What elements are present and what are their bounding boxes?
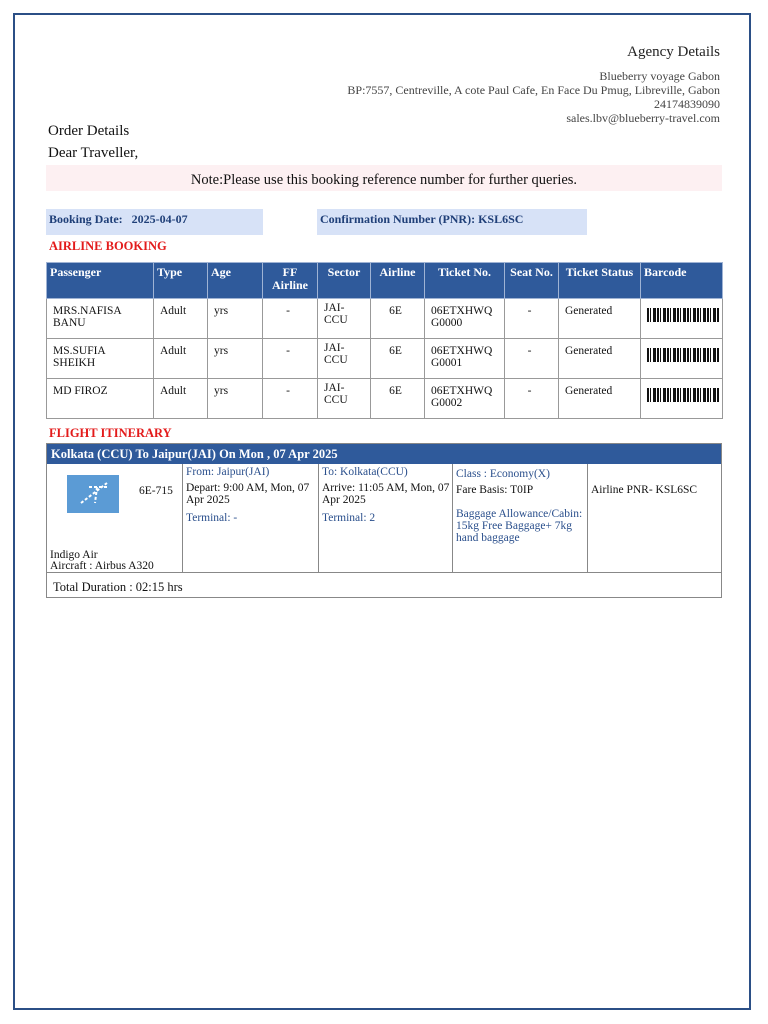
age-cell: yrs bbox=[208, 339, 263, 379]
col-airline: Airline bbox=[371, 263, 425, 299]
ff-cell: - bbox=[263, 379, 318, 419]
col-passenger: Passenger bbox=[47, 263, 154, 299]
class-label: Class : Economy(X) bbox=[456, 468, 550, 480]
flight-number: 6E-715 bbox=[139, 485, 173, 497]
aircraft-type: Aircraft : Airbus A320 bbox=[50, 560, 154, 572]
arrive-time: Arrive: 11:05 AM, Mon, 07 Apr 2025 bbox=[322, 482, 450, 506]
order-title: Order Details bbox=[48, 123, 130, 139]
booking-date-label: Booking Date: bbox=[49, 212, 123, 226]
col-ff-airline: FF Airline bbox=[263, 263, 318, 299]
col-seat-no: Seat No. bbox=[505, 263, 559, 299]
airline-cell: 6E bbox=[371, 339, 425, 379]
sector-cell: JAI-CCU bbox=[318, 339, 371, 379]
barcode-image bbox=[647, 348, 719, 362]
pnr-cell bbox=[587, 464, 721, 572]
pnr-value: KSL6SC bbox=[478, 212, 524, 226]
agency-address: BP:7557, Centreville, A cote Paul Cafe, En Face Du Pmug, Libreville, Gabon bbox=[347, 83, 720, 97]
type-cell: Adult bbox=[154, 379, 208, 419]
barcode-image bbox=[647, 388, 719, 402]
greeting: Dear Traveller, bbox=[48, 145, 139, 161]
airline-info-cell bbox=[47, 464, 183, 572]
col-barcode: Barcode bbox=[641, 263, 723, 299]
barcode-cell bbox=[641, 339, 723, 379]
pnr-label: Confirmation Number (PNR): bbox=[320, 212, 476, 226]
to-label: To: Kolkata(CCU) bbox=[322, 466, 408, 478]
itinerary-header: Kolkata (CCU) To Jaipur(JAI) On Mon , 07 Apr 2025 bbox=[47, 444, 721, 464]
age-cell: yrs bbox=[208, 379, 263, 419]
status-cell: Generated bbox=[559, 299, 641, 339]
table-header-row bbox=[47, 263, 723, 299]
sector-cell: JAI-CCU bbox=[318, 299, 371, 339]
table-row bbox=[47, 299, 723, 339]
arrival-cell bbox=[318, 464, 453, 572]
barcode-cell bbox=[641, 379, 723, 419]
barcode-cell bbox=[641, 299, 723, 339]
seat-cell: - bbox=[505, 299, 559, 339]
status-cell: Generated bbox=[559, 339, 641, 379]
col-age: Age bbox=[208, 263, 263, 299]
agency-details bbox=[347, 44, 720, 125]
itinerary-segment bbox=[47, 464, 721, 573]
terminal-to: Terminal: 2 bbox=[322, 512, 376, 524]
airline-pnr: Airline PNR- KSL6SC bbox=[591, 484, 698, 496]
ticket-cell: 06ETXHWQ G0002 bbox=[425, 379, 505, 419]
airline-cell: 6E bbox=[371, 379, 425, 419]
booking-note: Note:Please use this booking reference number for further queries. bbox=[46, 165, 722, 191]
from-label: From: Jaipur(JAI) bbox=[186, 466, 270, 478]
pnr-box bbox=[317, 209, 587, 235]
col-ticket-no: Ticket No. bbox=[425, 263, 505, 299]
col-ticket-status: Ticket Status bbox=[559, 263, 641, 299]
col-type: Type bbox=[154, 263, 208, 299]
ticket-cell: 06ETXHWQ G0001 bbox=[425, 339, 505, 379]
age-cell: yrs bbox=[208, 299, 263, 339]
booking-date-box bbox=[46, 209, 263, 235]
ticket-cell: 06ETXHWQ G0000 bbox=[425, 299, 505, 339]
airline-cell: 6E bbox=[371, 299, 425, 339]
ff-cell: - bbox=[263, 339, 318, 379]
col-sector: Sector bbox=[318, 263, 371, 299]
flight-itinerary bbox=[46, 443, 722, 598]
baggage-allowance: Baggage Allowance/Cabin: 15kg Free Baggage+ 7kg hand baggage bbox=[456, 508, 583, 544]
status-cell: Generated bbox=[559, 379, 641, 419]
airline-name: Indigo Air bbox=[50, 549, 98, 561]
seat-cell: - bbox=[505, 339, 559, 379]
fare-cell bbox=[452, 464, 588, 572]
flight-itinerary-title: FLIGHT ITINERARY bbox=[49, 426, 172, 440]
passenger-cell: MS.SUFIA SHEIKH bbox=[47, 339, 154, 379]
airline-logo-icon bbox=[67, 475, 119, 513]
departure-cell bbox=[182, 464, 318, 572]
passenger-cell: MRS.NAFISA BANU bbox=[47, 299, 154, 339]
table-row bbox=[47, 339, 723, 379]
terminal-from: Terminal: - bbox=[186, 512, 238, 524]
agency-email: sales.lbv@blueberry-travel.com bbox=[566, 111, 720, 125]
agency-phone: 24174839090 bbox=[654, 97, 720, 111]
type-cell: Adult bbox=[154, 299, 208, 339]
table-row bbox=[47, 379, 723, 419]
passenger-cell: MD FIROZ bbox=[47, 379, 154, 419]
fare-basis: Fare Basis: T0IP bbox=[456, 484, 534, 496]
total-duration: Total Duration : 02:15 hrs bbox=[53, 580, 183, 594]
agency-title: Agency Details bbox=[627, 44, 720, 60]
seat-cell: - bbox=[505, 379, 559, 419]
type-cell: Adult bbox=[154, 339, 208, 379]
agency-name: Blueberry voyage Gabon bbox=[599, 69, 720, 83]
depart-time: Depart: 9:00 AM, Mon, 07 Apr 2025 bbox=[186, 482, 310, 506]
sector-cell: JAI-CCU bbox=[318, 379, 371, 419]
ff-cell: - bbox=[263, 299, 318, 339]
booking-date-value: 2025-04-07 bbox=[131, 212, 188, 226]
airline-booking-table bbox=[46, 262, 723, 419]
barcode-image bbox=[647, 308, 719, 322]
airline-booking-title: AIRLINE BOOKING bbox=[49, 239, 167, 253]
